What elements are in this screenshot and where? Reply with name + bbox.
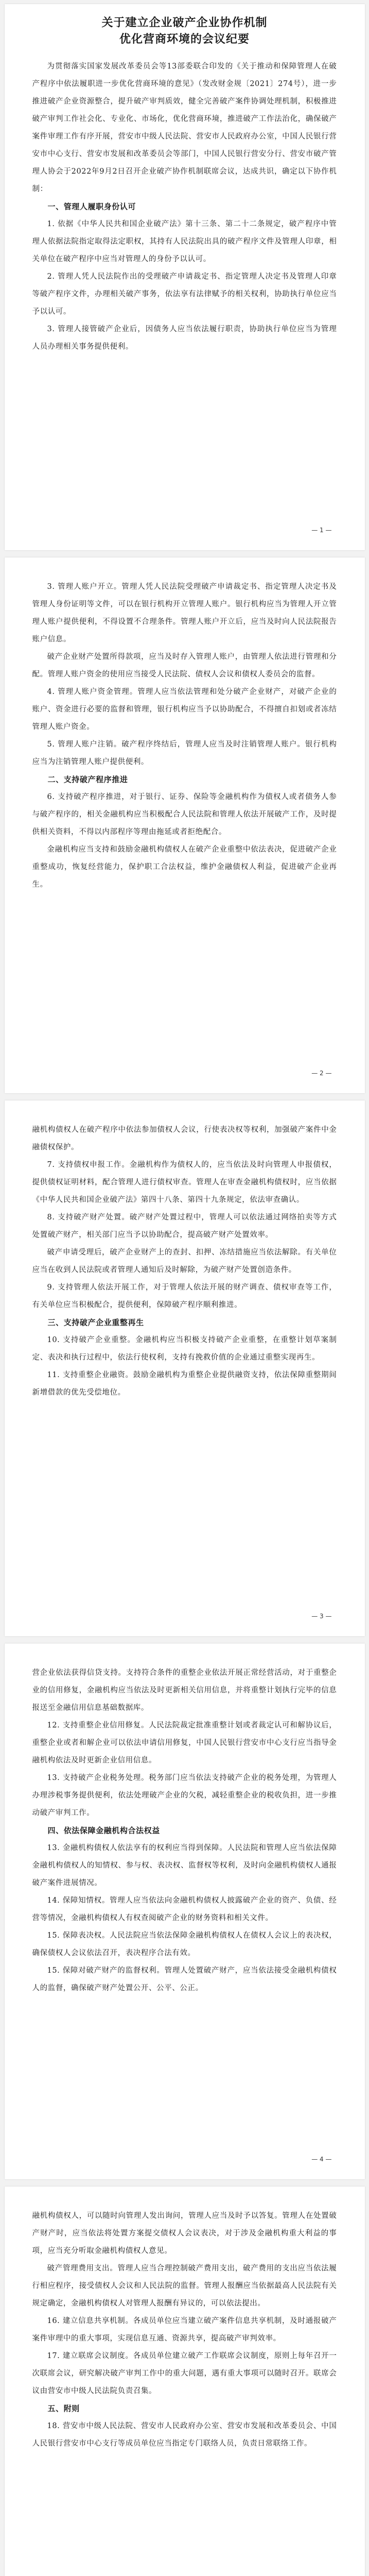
paragraph: 8. 支持破产财产处置。破产财产处置过程中，管理人可以依法通过网络拍卖等方式处置破产财产，相关部门应当予以协助配合，提高破产财产处置效率。 (32, 1213, 337, 1239)
paragraph: 18. 营安市中级人民法院、营安市人民政府办公室、营安市发展和改革委员会、中国人民银行营安市中心支行等成员单位应当指定专门联络人员，负责日常联络工作。 (32, 2422, 337, 2448)
section-heading: 四、依法保障金融机构合法权益 (47, 1826, 160, 1835)
paragraph: 破产申请受理后，破产企业财产上的查封、扣押、冻结措施应当依法解除。有关单位应当在收到人民法院或者管理人通知后及时解除，为破产财产处置创造条件。 (32, 1248, 337, 1274)
paragraph: 14. 保障知情权。管理人应当依法向金融机构债权人披露破产企业的资产、负债、经营等情况，金融机构债权人有权查阅破产企业的财务资料和相关文件。 (32, 1896, 337, 1922)
document-title (32, 14, 337, 47)
document-page-1 (5, 4, 365, 550)
paragraph: 融机构债权人，可以随时向管理人发出询问，管理人应当及时予以答复。管理人在处置破产财产时，应当依法将处置方案提交债权人会议表决，对于涉及金融机构重大利益的事项，应当充分听取金融机构债权人意见。 (32, 2212, 337, 2255)
paragraph: 15. 保障对破产财产的监督权利。管理人处置破产财产，应当依法接受金融机构债权人的监督，确保破产财产处置公开、公平、公正。 (32, 1967, 337, 1992)
section-heading: 一、管理人履职身份认可 (47, 202, 136, 211)
paragraph: 4. 管理人账户资金管理。管理人应当依法管理和处分破产企业财产，对破产企业的账户、资金进行必要的监督和管理，银行机构应当予以协助配合，不得擅自扣划或者冻结管理人账户资金。 (32, 688, 337, 731)
paragraph: 破产企业财产处置所得款项，应当及时存入管理人账户，由管理人依法进行管理和分配。管理人账户资金的使用应当接受人民法院、债权人会议和债权人委员会的监督。 (32, 653, 337, 679)
paragraph: 12. 支持重整企业信用修复。人民法院裁定批准重整计划或者裁定认可和解协议后，重整企业或者和解企业可以依法申请信用修复，中国人民银行营安市中心支行应当指导金融机构依法及时更新企业信用信息。 (32, 1721, 337, 1765)
paragraph: 17. 建立联席会议制度。各成员单位建立破产工作联席会议制度，原则上每年召开一次联席会议，研究解决破产审判工作中的重大问题，遇有重大事项可以随时召开。联席会议由营安市中级人民法院负责召集。 (32, 2352, 337, 2395)
paragraph: 为贯彻落实国家发展改革委员会等13部委联合印发的《关于推动和保障管理人在破产程序中依法履职进一步优化营商环境的意见》（发改财金规〔2021〕274号），进一步推进破产企业资源整合，提升破产审判质效，健全完善破产案件协调处理机制，积极推进破产审判工作社会化、专业化、市场化，优化营商环境，推进破产工作法治化，确保破产案件审理工作有序开展，营安市中级人民法院、营安市人民政府办公室，中国人民银行营安市中心支行、营安市发展和改革委员会等部门，中国人民银行营安分行、营安市破产管理人协会于2022年9月2日召开企业破产协作机制联席会议，达成共识，确定以下协作机制： (32, 62, 337, 193)
title-line-2: 优化营商环境的会议纪要 (119, 32, 250, 46)
paragraph: 13. 支持破产企业税务处理。税务部门应当依法支持破产企业的税务处理，为管理人办理涉税事务提供便利，依法处理破产企业的欠税，减轻重整企业的税收负担，进一步推动破产审判工作。 (32, 1774, 337, 1817)
section-heading: 五、附则 (47, 2404, 80, 2413)
paragraph: 9. 支持管理人依法开展工作，对于管理人依法开展的财产调查、债权审查等工作，有关单位应当积极配合，提供便利，保障破产程序顺利推进。 (32, 1283, 337, 1309)
paragraph: 11. 支持重整企业融资。鼓励金融机构为重整企业提供融资支持，依法保障重整期间新增借款的优先受偿地位。 (32, 1371, 337, 1397)
paragraph: 5. 管理人账户注销。破产程序终结后，管理人应当及时注销管理人账户。银行机构应当为注销管理人账户提供便利。 (32, 740, 337, 766)
paragraph: 10. 支持破产企业重整。金融机构应当积极支持破产企业重整，在重整计划草案制定、表决和执行过程中，依法行使权利，支持有挽救价值的企业通过重整实现再生。 (32, 1336, 337, 1362)
page-number: — 4 — (311, 2156, 332, 2163)
page-number: — 1 — (311, 527, 332, 534)
paragraph: 破产管理费用支出。管理人应当合理控制破产费用支出，破产费用的支出应当依法履行相应程序，接受债权人会议和人民法院的监督。管理人报酬应当依据最高人民法院有关规定确定，金融机构债权人对管理人报酬有异议的，可以依法提出。 (32, 2264, 337, 2308)
paragraph: 2. 管理人凭人民法院作出的受理破产申请裁定书、指定管理人决定书及管理人印章等破产程序文件，办理相关破产事务，依法享有法律赋予的相关权利，协助执行单位应当予以认可。 (32, 273, 337, 316)
page-number: — 2 — (311, 1070, 332, 1077)
paragraph: 16. 建立信息共享机制。各成员单位应当建立破产案件信息共享机制，及时通报破产案件审理中的重大事项，实现信息互通、资源共享，提高破产审判效率。 (32, 2317, 337, 2343)
paragraph: 1. 依据《中华人民共和国企业破产法》第十三条、第二十二条规定，破产程序中管理人依据法院指定取得法定职权，其持有人民法院出具的破产程序文件及管理人印章，相关单位在破产程序中应当对管理人的身份予以认可。 (32, 220, 337, 263)
paragraph: 融机构债权人在破产程序中依法参加债权人会议，行使表决权等权利，加强破产案件中金融债权保护。 (32, 1126, 337, 1151)
document-page-2 (5, 557, 365, 1093)
paragraph: 13. 金融机构债权人依法享有的权利应当得到保障。人民法院和管理人应当依法保障金融机构债权人的知情权、参与权、表决权、监督权等权利，及时向金融机构债权人通报破产案件进展情况。 (32, 1844, 337, 1887)
document-page-5 (5, 2187, 365, 2576)
paragraph: 6. 支持破产程序推进，对于银行、证券、保险等金融机构作为债权人或者债务人参与破产程序的，相关金融机构应当积极配合人民法院和管理人依法开展破产工作，及时提供相关资料，不得以内部程序等理由拖延或者拒绝配合。 (32, 793, 337, 836)
paragraph: 营企业依法获得信贷支持。支持符合条件的重整企业依法开展正常经营活动，对于重整企业的信用修复，金融机构应当依法及时更新相关信用信息，并将重整计划执行完毕的信息报送至金融信用信息基础数据库。 (32, 1669, 337, 1712)
paragraph: 3. 管理人接管破产企业后，因债务人应当依法履行职责，协助执行单位应当为管理人员办理相关事务提供便利。 (32, 325, 337, 351)
paragraph: 7. 支持债权申报工作。金融机构作为债权人的，应当依法及时向管理人申报债权，提供债权证明材料，配合管理人进行债权审查。管理人在审查金融机构债权时，应当依据《中华人民共和国企业破产法》第四十八条、第四十九条规定，依法审查确认。 (32, 1161, 337, 1204)
paragraph: 3. 管理人账户开立。管理人凭人民法院受理破产申请裁定书、指定管理人决定书及管理人身份证明等文件，可以在银行机构开立管理人账户。银行机构应当为管理人开立管理人账户提供便利，不得设置不合理条件。管理人账户开立后，应当及时向人民法院报告账户信息。 (32, 583, 337, 643)
paragraph: 金融机构应当支持和鼓励金融机构债权人在破产企业重整中依法表决，促进破产企业重整成功，恢复经营能力，保护职工合法权益，维护金融债权人利益，促进破产企业再生。 (32, 845, 337, 889)
document-page-4 (5, 1643, 365, 2179)
document-page-3 (5, 1100, 365, 1636)
section-heading: 二、支持破产程序推进 (47, 775, 128, 784)
section-heading: 三、支持破产企业重整再生 (47, 1318, 144, 1327)
page-number: — 3 — (311, 1613, 332, 1620)
paragraph: 15. 保障表决权。人民法院应当依法保障金融机构债权人在债权人会议上的表决权，确保债权人会议依法召开，表决程序合法有效。 (32, 1931, 337, 1957)
title-line-1: 关于建立企业破产企业协作机制 (101, 16, 268, 29)
